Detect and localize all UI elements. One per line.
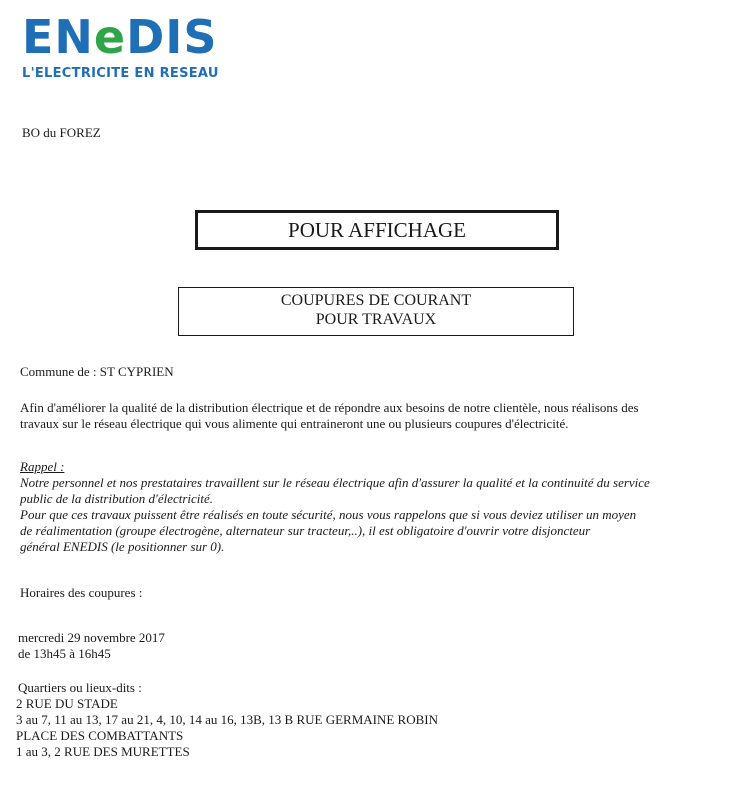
rappel-line: Pour que ces travaux puissent être réalisés en toute sécurité, nous vous rappelons que si vous deviez utiliser un moyen	[20, 507, 637, 522]
area-item: 3 au 7, 11 au 13, 17 au 21, 4, 10, 14 au 16, 13B, 13 B RUE GERMAINE ROBIN	[16, 712, 438, 727]
rappel-line: de réalimentation (groupe électrogène, alternateur sur tracteur,..), il est obligatoire d'ouvrir votre disjoncteur	[20, 523, 591, 538]
commune-line: Commune de : ST CYPRIEN	[20, 364, 174, 379]
outage-time: de 13h45 à 16h45	[18, 646, 111, 661]
outage-title-box	[178, 287, 574, 336]
rappel-line: général ENEDIS (le positionner sur 0).	[20, 539, 225, 554]
rappel-line: Notre personnel et nos prestataires travaillent sur le réseau électrique afin d'assurer la qualité et la continuité du service	[20, 475, 650, 490]
intro-line-1: Afin d'améliorer la qualité de la distribution électrique et de répondre aux besoins de notre clientèle, nous réalisons des	[20, 400, 639, 415]
outage-title-line1: COUPURES DE COURANT	[280, 292, 472, 309]
office-name: BO du FOREZ	[22, 125, 101, 140]
schedule-label: Horaires des coupures :	[20, 585, 143, 600]
logo-text-part2: e	[93, 10, 127, 64]
logo-tagline: L'ELECTRICITE EN RESEAU	[22, 66, 219, 81]
logo-text-part3: DIS	[126, 10, 218, 64]
areas-label: Quartiers ou lieux-dits :	[18, 680, 142, 695]
outage-date: mercredi 29 novembre 2017	[18, 630, 165, 645]
logo-text-part1: EN	[22, 10, 94, 64]
enedis-logo	[22, 10, 218, 64]
rappel-line: public de la distribution d'électricité.	[20, 491, 214, 506]
area-item: 1 au 3, 2 RUE DES MURETTES	[16, 744, 190, 759]
area-item: 2 RUE DU STADE	[16, 696, 118, 711]
area-item: PLACE DES COMBATTANTS	[16, 728, 184, 743]
intro-line-2: travaux sur le réseau électrique qui vous alimente qui entraineront une ou plusieurs coupures d'électricité.	[20, 416, 569, 431]
rappel-heading: Rappel :	[20, 459, 65, 474]
outage-title-line2: POUR TRAVAUX	[315, 311, 437, 328]
posting-box-title: POUR AFFICHAGE	[195, 210, 559, 250]
